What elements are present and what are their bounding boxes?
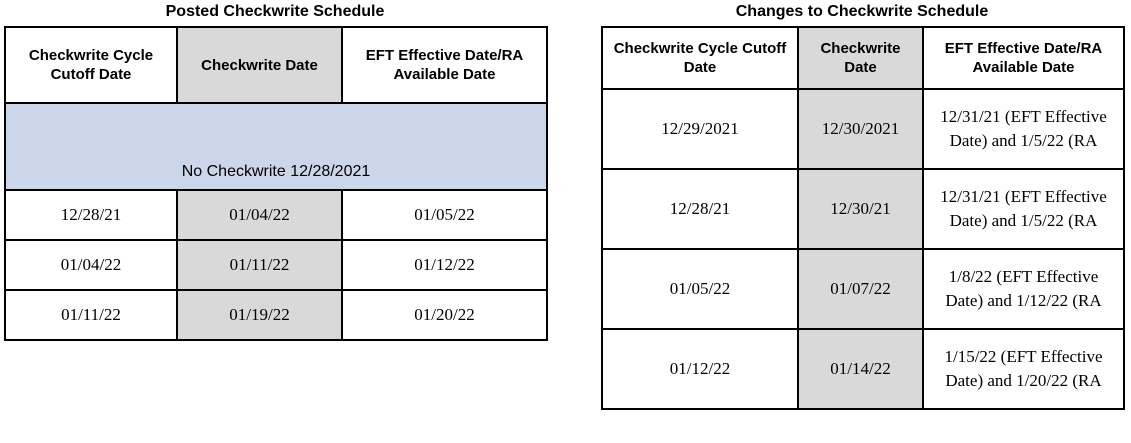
changes-to-checkwrite-schedule-table [601, 26, 1125, 410]
cell-checkwrite-date: 01/11/22 [177, 240, 342, 290]
cell-cutoff-date: 01/11/22 [5, 290, 177, 340]
table-row [602, 249, 1124, 329]
header-checkwrite-date: Checkwrite Date [177, 27, 342, 103]
cell-checkwrite-date: 01/07/22 [798, 249, 923, 329]
header-cutoff-date: Checkwrite Cycle Cutoff Date [602, 27, 798, 89]
cell-eft-date: 1/8/22 (EFT Effective Date) and 1/12/22 (RA [923, 249, 1124, 329]
table-row [5, 290, 547, 340]
cell-cutoff-date: 01/12/22 [602, 329, 798, 409]
cell-cutoff-date: 01/04/22 [5, 240, 177, 290]
table-row [602, 329, 1124, 409]
cell-eft-date: 01/20/22 [342, 290, 547, 340]
header-eft-effective-date: EFT Effective Date/RA Available Date [923, 27, 1124, 89]
table-header-row [5, 27, 547, 103]
posted-checkwrite-schedule-table [4, 26, 548, 341]
cell-eft-date: 12/31/21 (EFT Effective Date) and 1/5/22 (RA [923, 89, 1124, 169]
cell-eft-date: 01/12/22 [342, 240, 547, 290]
cell-eft-date: 01/05/22 [342, 190, 547, 240]
no-checkwrite-banner-row [5, 103, 547, 190]
cell-cutoff-date: 12/29/2021 [602, 89, 798, 169]
header-cutoff-date: Checkwrite Cycle Cutoff Date [5, 27, 177, 103]
table-row [602, 89, 1124, 169]
cell-cutoff-date: 12/28/21 [5, 190, 177, 240]
cell-checkwrite-date: 01/14/22 [798, 329, 923, 409]
changes-to-checkwrite-schedule-panel [601, 0, 1123, 410]
cell-checkwrite-date: 01/04/22 [177, 190, 342, 240]
table-row [5, 240, 547, 290]
table-header-row [602, 27, 1124, 89]
cell-cutoff-date: 01/05/22 [602, 249, 798, 329]
cell-checkwrite-date: 12/30/2021 [798, 89, 923, 169]
header-eft-effective-date: EFT Effective Date/RA Available Date [342, 27, 547, 103]
no-checkwrite-banner: No Checkwrite 12/28/2021 [5, 103, 547, 190]
right-panel-title: Changes to Checkwrite Schedule [735, 3, 989, 20]
cell-cutoff-date: 12/28/21 [602, 169, 798, 249]
cell-checkwrite-date: 01/19/22 [177, 290, 342, 340]
table-row [602, 169, 1124, 249]
posted-checkwrite-schedule-panel [4, 0, 546, 341]
left-panel-title: Posted Checkwrite Schedule [165, 3, 385, 20]
cell-eft-date: 12/31/21 (EFT Effective Date) and 1/5/22 (RA [923, 169, 1124, 249]
cell-eft-date: 1/15/22 (EFT Effective Date) and 1/20/22 (RA [923, 329, 1124, 409]
table-row [5, 190, 547, 240]
header-checkwrite-date: Checkwrite Date [798, 27, 923, 89]
cell-checkwrite-date: 12/30/21 [798, 169, 923, 249]
